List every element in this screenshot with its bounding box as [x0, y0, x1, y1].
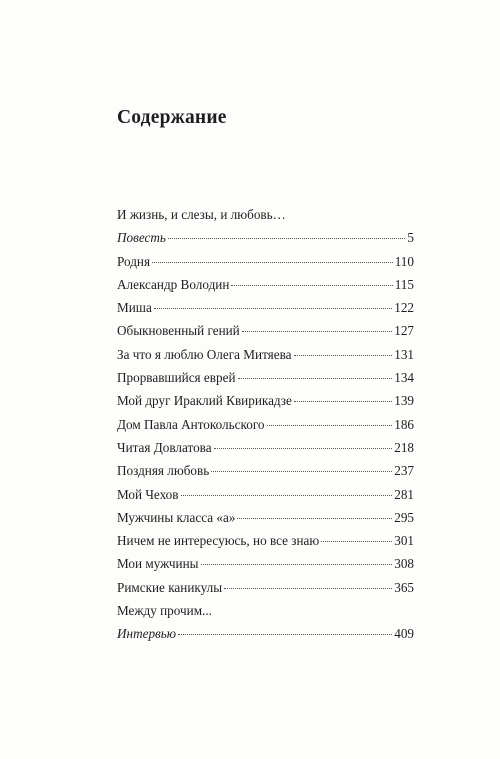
- dot-leader: [231, 285, 392, 286]
- toc-entry-title-line: [117, 599, 414, 622]
- toc-entry-page: 218: [394, 439, 414, 455]
- dot-leader: [201, 564, 393, 565]
- dot-leader: [178, 634, 392, 635]
- dot-leader: [181, 495, 393, 496]
- toc-entry-title: Миша: [117, 300, 152, 316]
- toc-entry-title: Поздняя любовь: [117, 463, 210, 479]
- toc-entry-page: 122: [394, 300, 414, 316]
- toc-entry-page: 5: [407, 230, 414, 246]
- toc-entry-subtitle-line: [117, 226, 414, 249]
- dot-leader: [321, 541, 392, 542]
- toc-entry[interactable]: [117, 413, 414, 436]
- toc-entry-page: 131: [394, 346, 414, 362]
- toc-entry-page: 237: [394, 463, 414, 479]
- toc-entry-subtitle-line: [117, 622, 414, 645]
- toc-entry[interactable]: [117, 529, 414, 552]
- toc-entry-page: 186: [394, 416, 414, 432]
- toc-entry[interactable]: [117, 319, 414, 342]
- dot-leader: [294, 401, 392, 402]
- toc-entry[interactable]: [117, 343, 414, 366]
- toc-entry[interactable]: [117, 273, 414, 296]
- toc-entry[interactable]: [117, 506, 414, 529]
- dot-leader: [168, 238, 406, 239]
- toc-entry-title: За что я люблю Олега Митяева: [117, 346, 292, 362]
- dot-leader: [267, 425, 393, 426]
- toc-entry-title: Прорвавшийся еврей: [117, 370, 236, 386]
- page-title: Содержание: [117, 107, 227, 128]
- dot-leader: [237, 518, 392, 519]
- toc-entry-title-line: [117, 203, 414, 226]
- dot-leader: [238, 378, 393, 379]
- toc-entry-page: 127: [394, 323, 414, 339]
- toc-entry-page: 301: [394, 533, 414, 549]
- toc-entry-title: Мой друг Ираклий Квирикадзе: [117, 393, 292, 409]
- toc-entry[interactable]: [117, 366, 414, 389]
- toc-entry-title: Римские каникулы: [117, 579, 223, 595]
- toc-entry-title: Мужчины класса «а»: [117, 509, 236, 525]
- toc-entry-page: 365: [394, 579, 414, 595]
- dot-leader: [224, 588, 392, 589]
- toc-entry[interactable]: [117, 296, 414, 319]
- toc-entry-title: Читая Довлатова: [117, 439, 212, 455]
- toc-entry-title: И жизнь, и слезы, и любовь…: [117, 207, 286, 222]
- toc-entry[interactable]: [117, 389, 414, 412]
- toc-entry[interactable]: [117, 459, 414, 482]
- toc-entry[interactable]: [117, 250, 414, 273]
- toc-entry[interactable]: [117, 483, 414, 506]
- toc-entry-page: 134: [394, 370, 414, 386]
- toc-entry[interactable]: [117, 203, 414, 250]
- toc-entry-page: 308: [394, 556, 414, 572]
- dot-leader: [214, 448, 393, 449]
- toc-entry-page: 295: [394, 509, 414, 525]
- toc-entry-title: Обыкновенный гений: [117, 323, 240, 339]
- toc-entry-page: 139: [394, 393, 414, 409]
- table-of-contents: [117, 203, 414, 646]
- toc-entry[interactable]: [117, 599, 414, 646]
- toc-entry-title: Александр Володин: [117, 276, 230, 292]
- toc-entry-page: 115: [394, 276, 414, 292]
- toc-entry[interactable]: [117, 576, 414, 599]
- toc-entry-page: 281: [394, 486, 414, 502]
- toc-entry-page: 110: [394, 253, 414, 269]
- toc-entry-title: Родня: [117, 253, 151, 269]
- toc-entry-title: Дом Павла Антокольского: [117, 416, 265, 432]
- toc-entry-title: Мой Чехов: [117, 486, 179, 502]
- dot-leader: [211, 471, 392, 472]
- toc-entry-page: 409: [394, 626, 414, 642]
- toc-entry-subtitle: Интервью: [117, 626, 177, 642]
- toc-entry[interactable]: [117, 552, 414, 575]
- dot-leader: [294, 355, 393, 356]
- toc-entry-title: Мои мужчины: [117, 556, 199, 572]
- toc-entry-title: Между прочим...: [117, 603, 212, 619]
- dot-leader: [154, 308, 392, 309]
- toc-entry-title: Ничем не интересуюсь, но все знаю: [117, 533, 320, 549]
- toc-entry-subtitle: Повесть: [117, 230, 166, 246]
- toc-entry[interactable]: [117, 436, 414, 459]
- dot-leader: [152, 262, 393, 263]
- dot-leader: [242, 331, 392, 332]
